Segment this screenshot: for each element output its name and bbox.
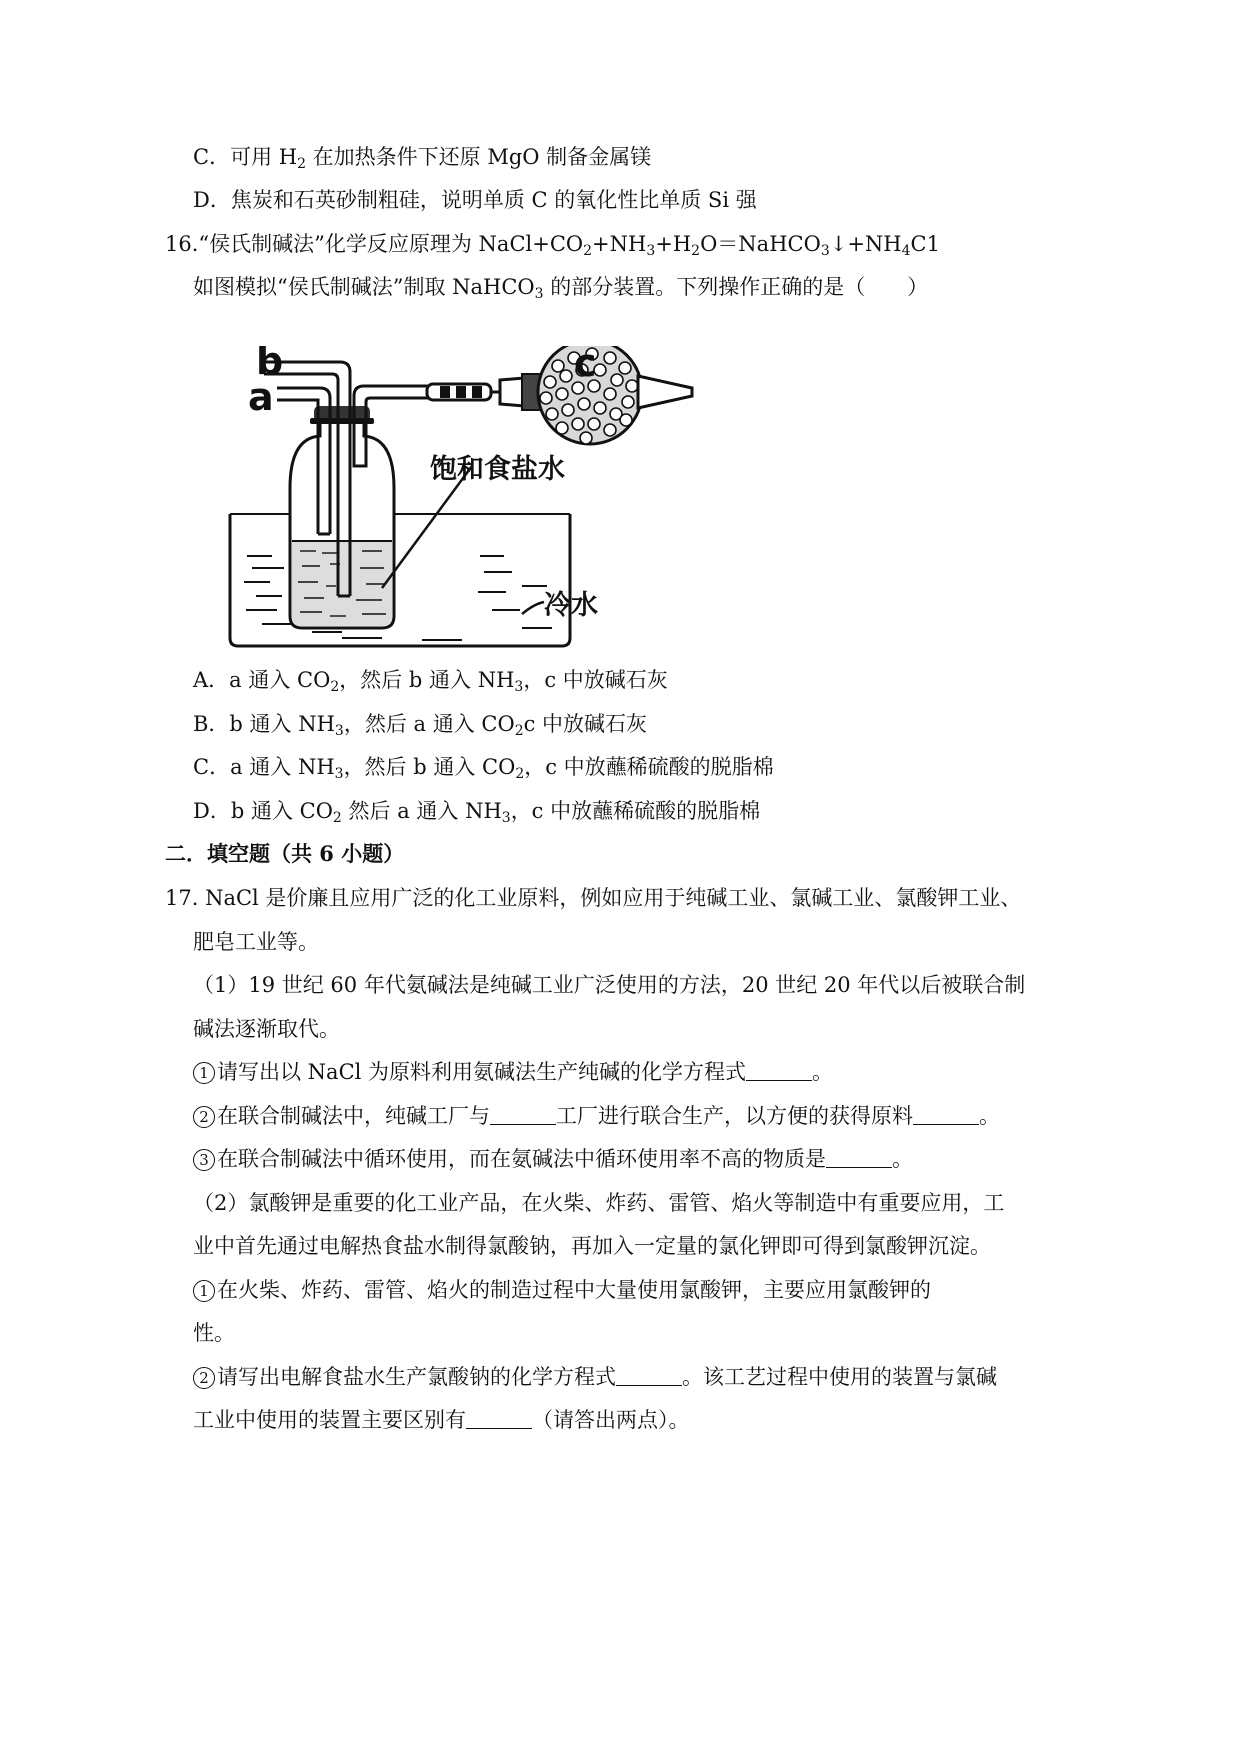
label-b: b [256, 346, 284, 383]
q17-part2-item1: 1 在火柴、炸药、雷管、焰火的制造过程中大量使用氯酸钾，主要应用氯酸钾的 [193, 1275, 931, 1305]
q17-part2-item1-cont: 性。 [193, 1321, 235, 1345]
q17-part1-item2: 2 在联合制碱法中，纯碱工厂与 工厂进行联合生产，以方便的获得原料 。 [193, 1101, 1000, 1131]
label-cold-water: 冷水 [544, 590, 598, 621]
q16-option-c: C．a 通入 $NH_3$，然后 b 通入 $CO_2$，c 中放蘸稀硫酸的脱脂棉 [193, 755, 774, 782]
answer-blank[interactable] [490, 1104, 556, 1125]
circled-number: 1 [193, 1062, 215, 1084]
q16-stem: 16.“侯氏制碱法”化学反应原理为 $NaCl+CO_2+NH_3+H_2O=NaHCO_3↓+NH_4C1$ [165, 232, 940, 259]
q17-part1-line1: （1）19 世纪 60 年代氨碱法是纯碱工业广泛使用的方法，20 世纪 20 年代以后被联合制 [193, 973, 1026, 997]
label-c: c [574, 346, 597, 385]
section-title: 二．填空题（共 6 小题） [165, 841, 405, 866]
answer-blank[interactable] [826, 1147, 892, 1168]
q17-part1-item1: 1 请写出以 NaCl 为原料利用氨碱法生产纯碱的化学方程式 。 [193, 1057, 833, 1087]
q17-stem-line2: 肥皂工业等。 [193, 930, 319, 954]
q16-option-b: B．b 通入 $NH_3$，然后 a 通入 $CO_2c$ 中放碱石灰 [193, 712, 648, 739]
water-pointer-line [522, 602, 544, 614]
q17-part2-item2: 2 请写出电解食盐水生产氯酸钠的化学方程式 。该工艺过程中使用的装置与氯碱 [193, 1362, 997, 1392]
circled-number: 2 [193, 1106, 215, 1128]
q17-part2-item2-cont: 工业中使用的装置主要区别有 （请答出两点）。 [193, 1408, 690, 1432]
q16-stem2: 如图模拟“侯氏制碱法”制取 NaHCO$_3$ 的部分装置。下列操作正确的是（ ） [193, 275, 929, 302]
circled-number: 2 [193, 1367, 215, 1389]
q17-part1-line2: 碱法逐渐取代。 [193, 1017, 340, 1041]
q16-option-d: D．b 通入 $CO_2$ 然后 a 通入 $NH_3$，c 中放蘸稀硫酸的脱脂棉 [193, 799, 761, 826]
apparatus-diagram [222, 346, 742, 664]
answer-blank[interactable] [746, 1060, 812, 1081]
q16-option-a: A．a 通入 $CO_2$，然后 b 通入 $NH_3$，c 中放碱石灰 [193, 668, 668, 695]
circled-number: 1 [193, 1280, 215, 1302]
q17-part2-line2: 业中首先通过电解热食盐水制得氯酸钠，再加入一定量的氯化钾即可得到氯酸钾沉淀。 [193, 1234, 991, 1258]
answer-blank[interactable] [616, 1365, 682, 1386]
q15-option-c: C．可用 $H_2$ 在加热条件下还原 MgO 制备金属镁 [193, 145, 652, 172]
label-a: a [248, 375, 274, 419]
q17-stem-line1: 17. NaCl 是价廉且应用广泛的化工业原料，例如应用于纯碱工业、氯碱工业、氯酸钾工业、 [165, 886, 1022, 910]
q17-part1-item3: 3 在联合制碱法中循环使用，而在氨碱法中循环使用率不高的物质是 。 [193, 1144, 913, 1174]
rubber-connector [427, 384, 502, 400]
label-saturated-brine: 饱和食盐水 [430, 454, 565, 485]
answer-blank[interactable] [913, 1104, 979, 1125]
water-bath [230, 514, 570, 646]
circled-number: 3 [193, 1149, 215, 1171]
outlet-tube [354, 386, 432, 466]
q15-option-d: D．焦炭和石英砂制粗硅，说明单质 C 的氧化性比单质 Si 强 [193, 188, 757, 212]
answer-blank[interactable] [466, 1408, 532, 1429]
q17-part2-line1: （2）氯酸钾是重要的化工业产品，在火柴、炸药、雷管、焰火等制造中有重要应用，工 [193, 1191, 1005, 1215]
